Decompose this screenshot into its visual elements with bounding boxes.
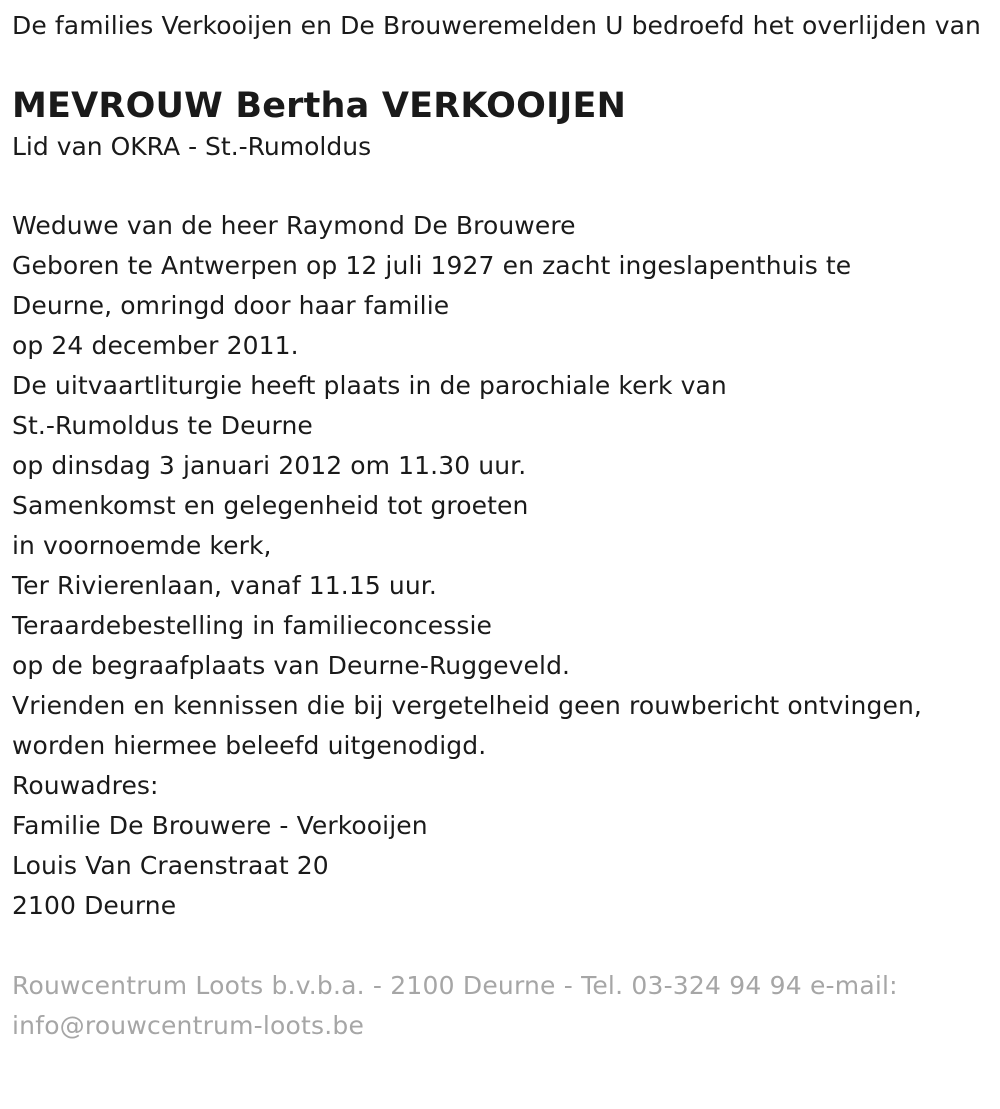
body-line: Rouwadres: [12, 771, 159, 800]
body-line: Familie De Brouwere - Verkooijen [12, 811, 428, 840]
intro-text: De families Verkooijen en De Brouweremelden U bedroefd het overlijden van [12, 11, 981, 40]
body-line: op dinsdag 3 januari 2012 om 11.30 uur. [12, 451, 527, 480]
spacer [12, 166, 988, 206]
body-line: Ter Rivierenlaan, vanaf 11.15 uur. [12, 571, 437, 600]
membership-line: Lid van OKRA - St.-Rumoldus [12, 132, 372, 161]
body-line: De uitvaartliturgie heeft plaats in de parochiale kerk van [12, 371, 727, 400]
body-line: Deurne, omringd door haar familie [12, 291, 450, 320]
spacer [12, 926, 988, 966]
body-line: Louis Van Craenstraat 20 [12, 851, 329, 880]
body-line: op de begraafplaats van Deurne-Ruggeveld. [12, 651, 571, 680]
body-line: op 24 december 2011. [12, 331, 299, 360]
deceased-name: MEVROUW Bertha VERKOOIJEN [12, 86, 627, 126]
body-line: Vrienden en kennissen die bij vergetelheid geen rouwbericht ontvingen, [12, 691, 922, 720]
body-line: Weduwe van de heer Raymond De Brouwere [12, 211, 576, 240]
notice-body [12, 206, 988, 926]
body-line: worden hiermee beleefd uitgenodigd. [12, 731, 487, 760]
body-line: in voornoemde kerk, [12, 531, 272, 560]
body-line: Teraardebestelling in familieconcessie [12, 611, 492, 640]
spacer [12, 46, 988, 84]
body-line: St.-Rumoldus te Deurne [12, 411, 313, 440]
body-line: 2100 Deurne [12, 891, 177, 920]
funeral-home-footer: Rouwcentrum Loots b.v.b.a. - 2100 Deurne - Tel. 03-324 94 94 e-mail: info@rouwcentrum-loots.be [12, 971, 898, 1040]
body-line: Samenkomst en gelegenheid tot groeten [12, 491, 529, 520]
body-line: Geboren te Antwerpen op 12 juli 1927 en zacht ingeslapenthuis te [12, 251, 852, 280]
